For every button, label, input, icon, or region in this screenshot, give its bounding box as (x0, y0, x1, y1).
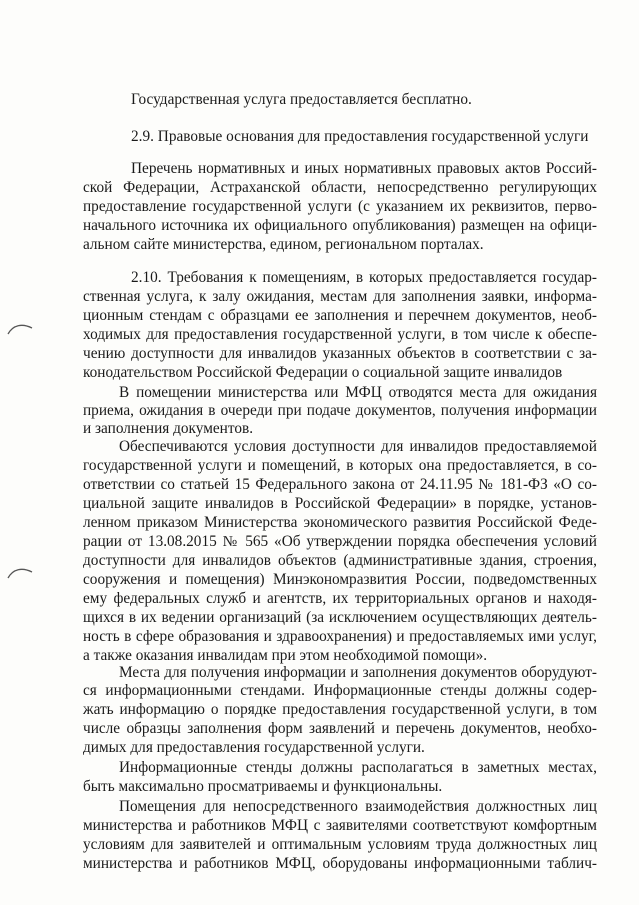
text-line: министерства и работников МФЦ с заявителями соответствуют комфортным (83, 817, 597, 834)
text-line: числе образцы заполнения форм заявлений и перечень документов, необхо- (83, 720, 597, 737)
text-line: конодательством Российской Федерации о социальной защите инвалидов (83, 364, 563, 381)
text-line: и заполнения документов. (83, 420, 254, 437)
text-line: Помещения для непосредственного взаимодействия должностных лиц (119, 798, 597, 815)
text-line: димых для предоставления государственной услуги. (83, 739, 425, 756)
text-line: сооружения и помещения) Минэкономразвития России, подведомственных (83, 571, 597, 588)
text-line: Информационные стенды должны располагаться в заметных местах, (119, 759, 597, 776)
paragraph-free-service: Государственная услуга предоставляется бесплатно. (131, 91, 472, 108)
text-line: условиям для заявителей и оптимальным условиям труда должностных лиц (83, 836, 597, 853)
punch-hole-mark-icon (6, 322, 34, 336)
section-heading-2-9: 2.9. Правовые основания для предоставления государственной услуги (131, 128, 589, 145)
text-line: государственной услуги и помещений, в которых она предоставляется, в со- (83, 457, 597, 474)
text-line: ленном приказом Министерства экономического развития Российской Феде- (83, 514, 597, 531)
text-line: министерства и работников МФЦ, оборудованы информационными таблич- (83, 855, 597, 872)
text-line: жать информацию о порядке предоставления государственной услуги, в том (83, 701, 597, 718)
text-line: ственная услуга, к залу ожидания, местам для заполнения заявки, информа- (83, 288, 597, 305)
text-line: рации от 13.08.2015 № 565 «Об утверждении порядка обеспечения условий (83, 533, 597, 550)
text-line: альном сайте министерства, едином, региональном порталах. (83, 236, 484, 253)
section-heading-2-10: 2.10. Требования к помещениям, в которых предоставляется государ- (131, 269, 597, 286)
text-line: предоставление государственной услуги (с указанием их реквизитов, перво- (83, 198, 597, 215)
text-line: ходимых для предоставления государственной услуги, в том числе к обеспе- (83, 326, 597, 343)
text-line: Места для получения информации и заполнения документов оборудуют- (119, 664, 597, 681)
text-line: ся информационными стендами. Информационные стенды должны содер- (83, 682, 597, 699)
text-line: приема, ожидания в очереди при подаче документов, получения информации (83, 402, 597, 419)
text-line: начального источника их официального опубликования) размещен на офици- (83, 217, 597, 234)
text-line: В помещении министерства или МФЦ отводятся места для ожидания (119, 384, 597, 401)
text-line: доступности для инвалидов объектов (административные здания, строения, (83, 552, 597, 569)
text-line: а также оказания инвалидам при этом необходимой помощи». (83, 647, 488, 664)
text-line: циальной защите инвалидов в Российской Федерации» в порядке, установ- (83, 495, 597, 512)
text-line: быть максимально просматриваемы и функциональны. (83, 778, 443, 795)
text-line: ционным стендам с образцами ее заполнения и перечнем документов, необ- (83, 307, 597, 324)
text-line: ему федеральных служб и агентств, их территориальных органов и находя- (83, 590, 597, 607)
text-line: щихся в их ведении организаций (за исключением осуществляющих деятель- (83, 609, 597, 626)
text-line: ской Федерации, Астраханской области, непосредственно регулирующих (83, 179, 597, 196)
text-line: ность в сфере образования и здравоохранения) и предоставляемых ими услуг, (83, 628, 597, 645)
punch-hole-mark-icon (6, 566, 34, 580)
text-line: Перечень нормативных и иных нормативных правовых актов Россий- (131, 160, 597, 177)
text-line: чению доступности для инвалидов указанных объектов в соответствии с за- (83, 345, 597, 362)
text-line: ответствии со статьей 15 Федерального закона от 24.11.95 № 181-ФЗ «О со- (83, 476, 597, 493)
text-line: Обеспечиваются условия доступности для инвалидов предоставляемой (119, 438, 597, 455)
